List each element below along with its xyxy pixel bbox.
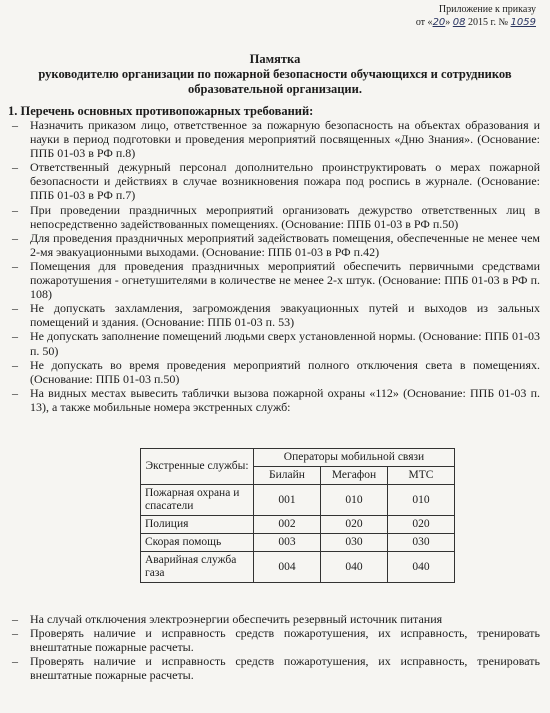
number-cell: 010 (321, 485, 388, 516)
appendix-label: Приложение к приказу (438, 4, 536, 15)
number-cell: 002 (254, 516, 321, 534)
title-line-3: образовательной организации. (188, 82, 362, 96)
header-operators: Операторы мобильной связи (254, 449, 455, 467)
list-item (10, 329, 540, 357)
appendix-header (356, 4, 536, 29)
handwritten-order-number: 1059 (510, 17, 536, 28)
number-cell: 001 (254, 485, 321, 516)
list-item-text: Не допускать во время проведения мероприятий полного отключения света в помещениях. (Основание: ППБ 01-03 п.50) (30, 357, 540, 386)
header-services: Экстренные службы: (141, 449, 254, 485)
list-item-text: На видных местах вывесить таблички вызова пожарной охраны «112» (Основание: ППБ 01-03 п. 13), а также мобильные номера экстренных служб: (30, 385, 540, 414)
number-cell: 020 (388, 516, 455, 534)
list-item (10, 118, 540, 160)
handwritten-month: 08 (452, 17, 466, 28)
list-item-text: Помещения для проведения праздничных мероприятий обеспечить первичными средствами пожаротушения - огнетушителями в количестве не менее 2-х штук. (Основание: ППБ 01-03 в РФ п. 108) (30, 258, 540, 302)
dash-bullet: – (12, 385, 18, 400)
dash-bullet: – (12, 301, 18, 316)
number-cell: 030 (388, 534, 455, 552)
document-title (0, 52, 550, 97)
number-cell: 020 (321, 516, 388, 534)
list-item (10, 612, 540, 626)
list-item-text: Назначить приказом лицо, ответственное за пожарную безопасность на объектах образования и науки в период подготовки и проведения мероприятий посвященных «Дню Знания». (Основание: ППБ 01-03 в РФ п.8) (30, 118, 540, 161)
list-item-text: Ответственный дежурный персонал дополнительно проинструктировать о мерах пожарной безопасности и действиях в случае возникновения пожара под роспись в журнале. (Основание: ППБ 01-03 в РФ п.7) (30, 160, 540, 203)
table-row (141, 534, 455, 552)
list-item (10, 231, 540, 259)
list-item (10, 203, 540, 231)
service-name: Скорая помощь (141, 534, 254, 552)
year-label: 2015 г. № (468, 17, 509, 28)
list-item-text: Проверять наличие и исправность средств пожаротушения, их исправность, тренировать внештатные пожарные расчеты. (30, 626, 540, 655)
number-cell: 040 (321, 552, 388, 583)
list-item-text: Для проведения праздничных мероприятий задействовать помещения, обеспеченные не менее чем 2-мя эвакуационными выходами. (Основание: ППБ 01-03 в РФ п.42) (30, 230, 540, 259)
from-label: от « (415, 17, 433, 28)
order-date-line (356, 17, 536, 29)
operator-megafon: Мегафон (321, 467, 388, 485)
section-heading (8, 104, 538, 119)
title-line-2: руководителю организации по пожарной безопасности обучающихся и сотрудников (38, 67, 512, 81)
emergency-numbers-table (140, 448, 455, 583)
service-name: Пожарная охрана и спасатели (141, 485, 254, 516)
list-item (10, 259, 540, 301)
operator-mts: МТС (388, 467, 455, 485)
list-item-text: Проверять наличие и исправность средств пожаротушения, их исправность, тренировать внештатные пожарные расчеты. (30, 654, 540, 683)
dash-bullet: – (12, 230, 18, 245)
dash-bullet: – (12, 258, 18, 273)
dash-bullet: – (12, 357, 18, 372)
number-cell: 004 (254, 552, 321, 583)
list-item (10, 301, 540, 329)
number-cell: 003 (254, 534, 321, 552)
list-item-text: Не допускать захламления, загромождения эвакуационных путей и выходов из зальных помещений и здания. (Основание: ППБ 01-03 п. 53) (30, 301, 540, 330)
dash-bullet: – (12, 612, 18, 626)
dash-bullet: – (12, 160, 18, 175)
number-cell: 010 (388, 485, 455, 516)
list-item-text: На случай отключения электроэнергии обеспечить резервный источник питания (30, 612, 443, 626)
dash-bullet: – (12, 118, 18, 132)
section-number: 1. (8, 104, 18, 118)
requirements-list (10, 118, 540, 414)
table-header-row (141, 449, 455, 467)
list-item (10, 386, 540, 414)
service-name: Аварийная служба газа (141, 552, 254, 583)
service-name: Полиция (141, 516, 254, 534)
table-row (141, 516, 455, 534)
number-cell: 030 (321, 534, 388, 552)
number-cell: 040 (388, 552, 455, 583)
dash-bullet: – (12, 626, 18, 641)
section-heading-text: Перечень основных противопожарных требований: (20, 104, 314, 118)
additional-requirements-list (10, 612, 540, 682)
list-item-text: При проведении праздничных мероприятий организовать дежурство ответственных лиц в непосредственно задействованных помещениях. (Основание: ППБ 01-03 в РФ п.50) (30, 202, 540, 231)
list-item-text: Не допускать заполнение помещений людьми сверх установленной нормы. (Основание: ППБ 01-03 п. 50) (30, 329, 540, 358)
quote-close: » (445, 17, 451, 28)
list-item (10, 626, 540, 654)
list-item (10, 160, 540, 202)
title-line-1: Памятка (249, 52, 301, 66)
operator-beeline: Билайн (254, 467, 321, 485)
list-item (10, 654, 540, 682)
handwritten-day: 20 (432, 17, 446, 28)
table-row (141, 485, 455, 516)
table-row (141, 552, 455, 583)
dash-bullet: – (12, 329, 18, 344)
list-item (10, 358, 540, 386)
dash-bullet: – (12, 202, 18, 217)
dash-bullet: – (12, 654, 18, 669)
